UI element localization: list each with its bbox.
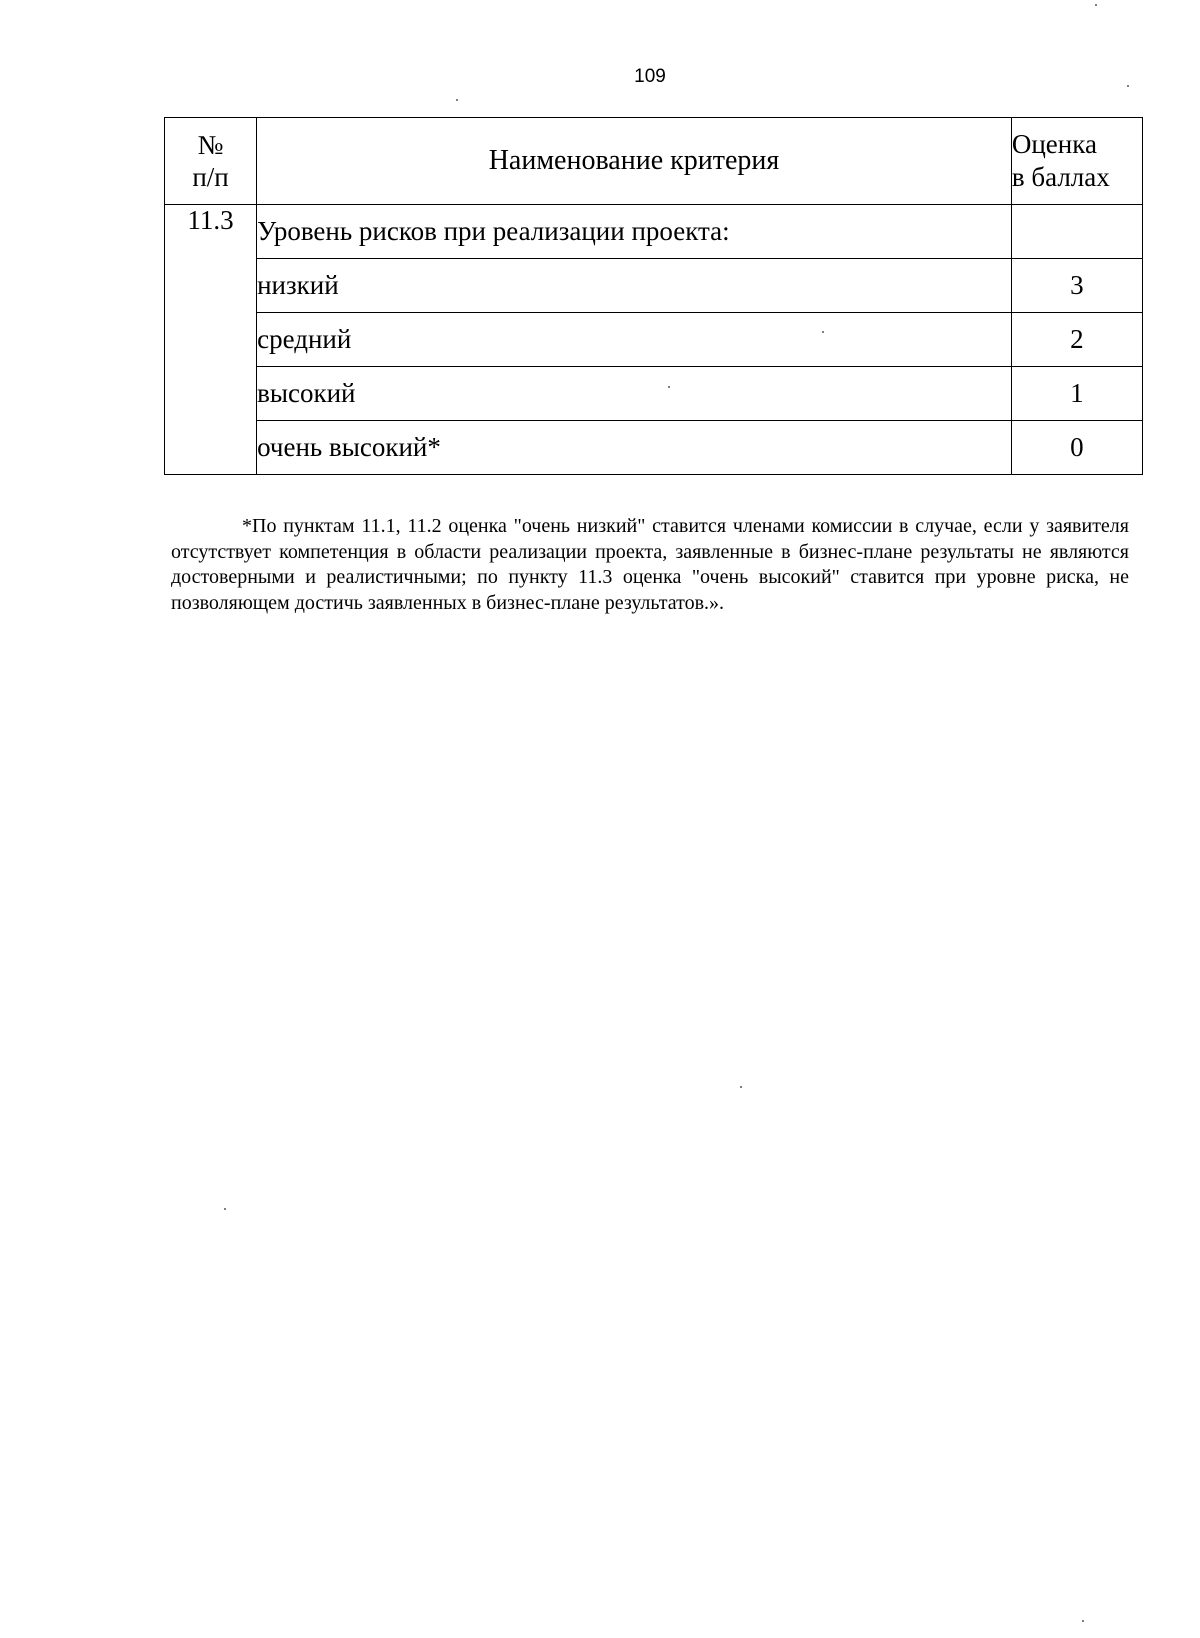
page-number: 109 bbox=[634, 66, 666, 87]
option-label: средний bbox=[257, 313, 1012, 367]
table-row bbox=[165, 421, 1143, 475]
header-criterion-name: Наименование критерия bbox=[257, 118, 1012, 205]
option-score: 1 bbox=[1011, 367, 1142, 421]
footnote-text: *По пунктам 11.1, 11.2 оценка "очень низкий" ставится членами комиссии в случае, если у заявителя отсутствует компетенция в области реализации проекта, заявленные в бизнес-плане результаты не являются достоверными и реалистичными; по пункту 11.3 оценка "очень высокий" ставится при уровне риска, не позволяющем достичь заявленных в бизнес-плане результатов.». bbox=[171, 515, 1129, 614]
criterion-title: Уровень рисков при реализации проекта: bbox=[257, 205, 1012, 259]
criterion-number: 11.3 bbox=[165, 205, 257, 475]
footnote bbox=[171, 514, 1129, 616]
header-number-abbr: п/п bbox=[192, 162, 229, 192]
header-score-line2: в баллах bbox=[1011, 162, 1110, 192]
criteria-table bbox=[164, 117, 1143, 475]
option-label: низкий bbox=[257, 259, 1012, 313]
table-row bbox=[165, 205, 1143, 259]
header-number bbox=[165, 118, 257, 205]
option-label: высокий bbox=[257, 367, 1012, 421]
option-score: 0 bbox=[1011, 421, 1142, 475]
option-label: очень высокий* bbox=[257, 421, 1012, 475]
option-score: 3 bbox=[1011, 259, 1142, 313]
header-score bbox=[1011, 118, 1142, 205]
criterion-title-score bbox=[1011, 205, 1142, 259]
table-row bbox=[165, 259, 1143, 313]
header-number-symbol: № bbox=[197, 130, 224, 160]
table-row bbox=[165, 367, 1143, 421]
option-score: 2 bbox=[1011, 313, 1142, 367]
table-header-row bbox=[165, 118, 1143, 205]
table-row bbox=[165, 313, 1143, 367]
header-score-line1: Оценка bbox=[1011, 129, 1097, 159]
